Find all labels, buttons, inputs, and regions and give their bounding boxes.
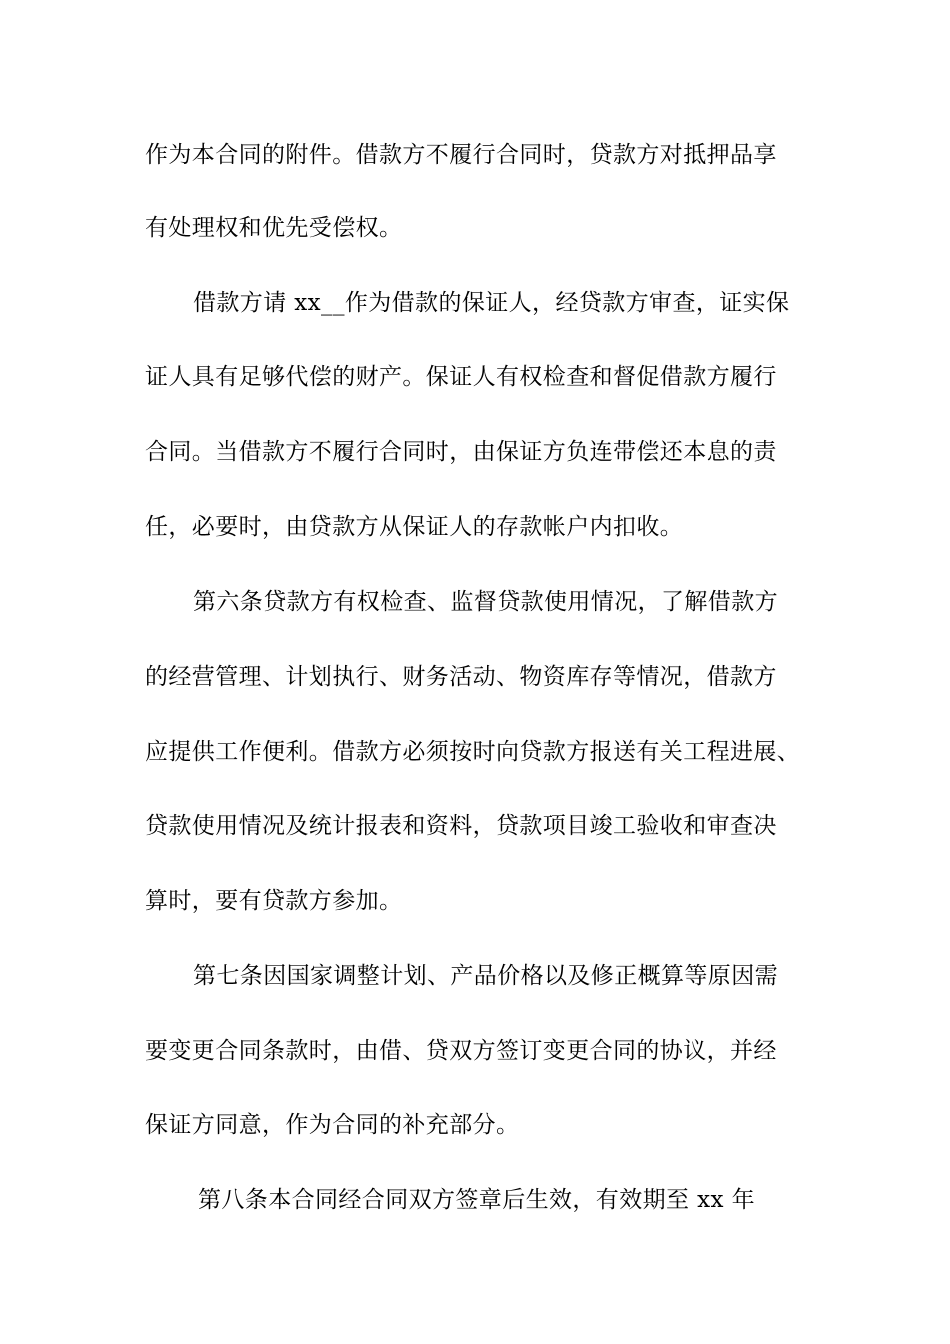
text-line: 任，必要时，由贷款方从保证人的存款帐户内扣收。 bbox=[145, 514, 684, 540]
text-line: 有处理权和优先受偿权。 bbox=[145, 215, 403, 241]
text-line: 算时，要有贷款方参加。 bbox=[145, 888, 403, 914]
text-line: 证人具有足够代偿的财产。保证人有权检查和督促借款方履行 bbox=[145, 364, 777, 390]
text-line: 合同。当借款方不履行合同时，由保证方负连带偿还本息的责 bbox=[145, 439, 777, 465]
text-line: 保证方同意，作为合同的补充部分。 bbox=[145, 1112, 520, 1138]
text-line: 应提供工作便利。借款方必须按时向贷款方报送有关工程进展、 bbox=[145, 739, 801, 765]
text-line: 贷款使用情况及统计报表和资料，贷款项目竣工验收和审查决 bbox=[145, 813, 777, 839]
text-line: 第七条因国家调整计划、产品价格以及修正概算等原因需 bbox=[193, 963, 778, 989]
text-line: 要变更合同条款时，由借、贷双方签订变更合同的协议，并经 bbox=[145, 1038, 777, 1064]
text-line: 第八条本合同经合同双方签章后生效，有效期至 xx 年 bbox=[198, 1187, 755, 1213]
text-line: 作为本合同的附件。借款方不履行合同时，贷款方对抵押品享 bbox=[145, 142, 777, 168]
text-line: 第六条贷款方有权检查、监督贷款使用情况，了解借款方 bbox=[193, 589, 778, 615]
text-line: 借款方请 xx__作为借款的保证人，经贷款方审查，证实保 bbox=[193, 290, 790, 316]
text-line: 的经营管理、计划执行、财务活动、物资库存等情况，借款方 bbox=[145, 664, 777, 690]
